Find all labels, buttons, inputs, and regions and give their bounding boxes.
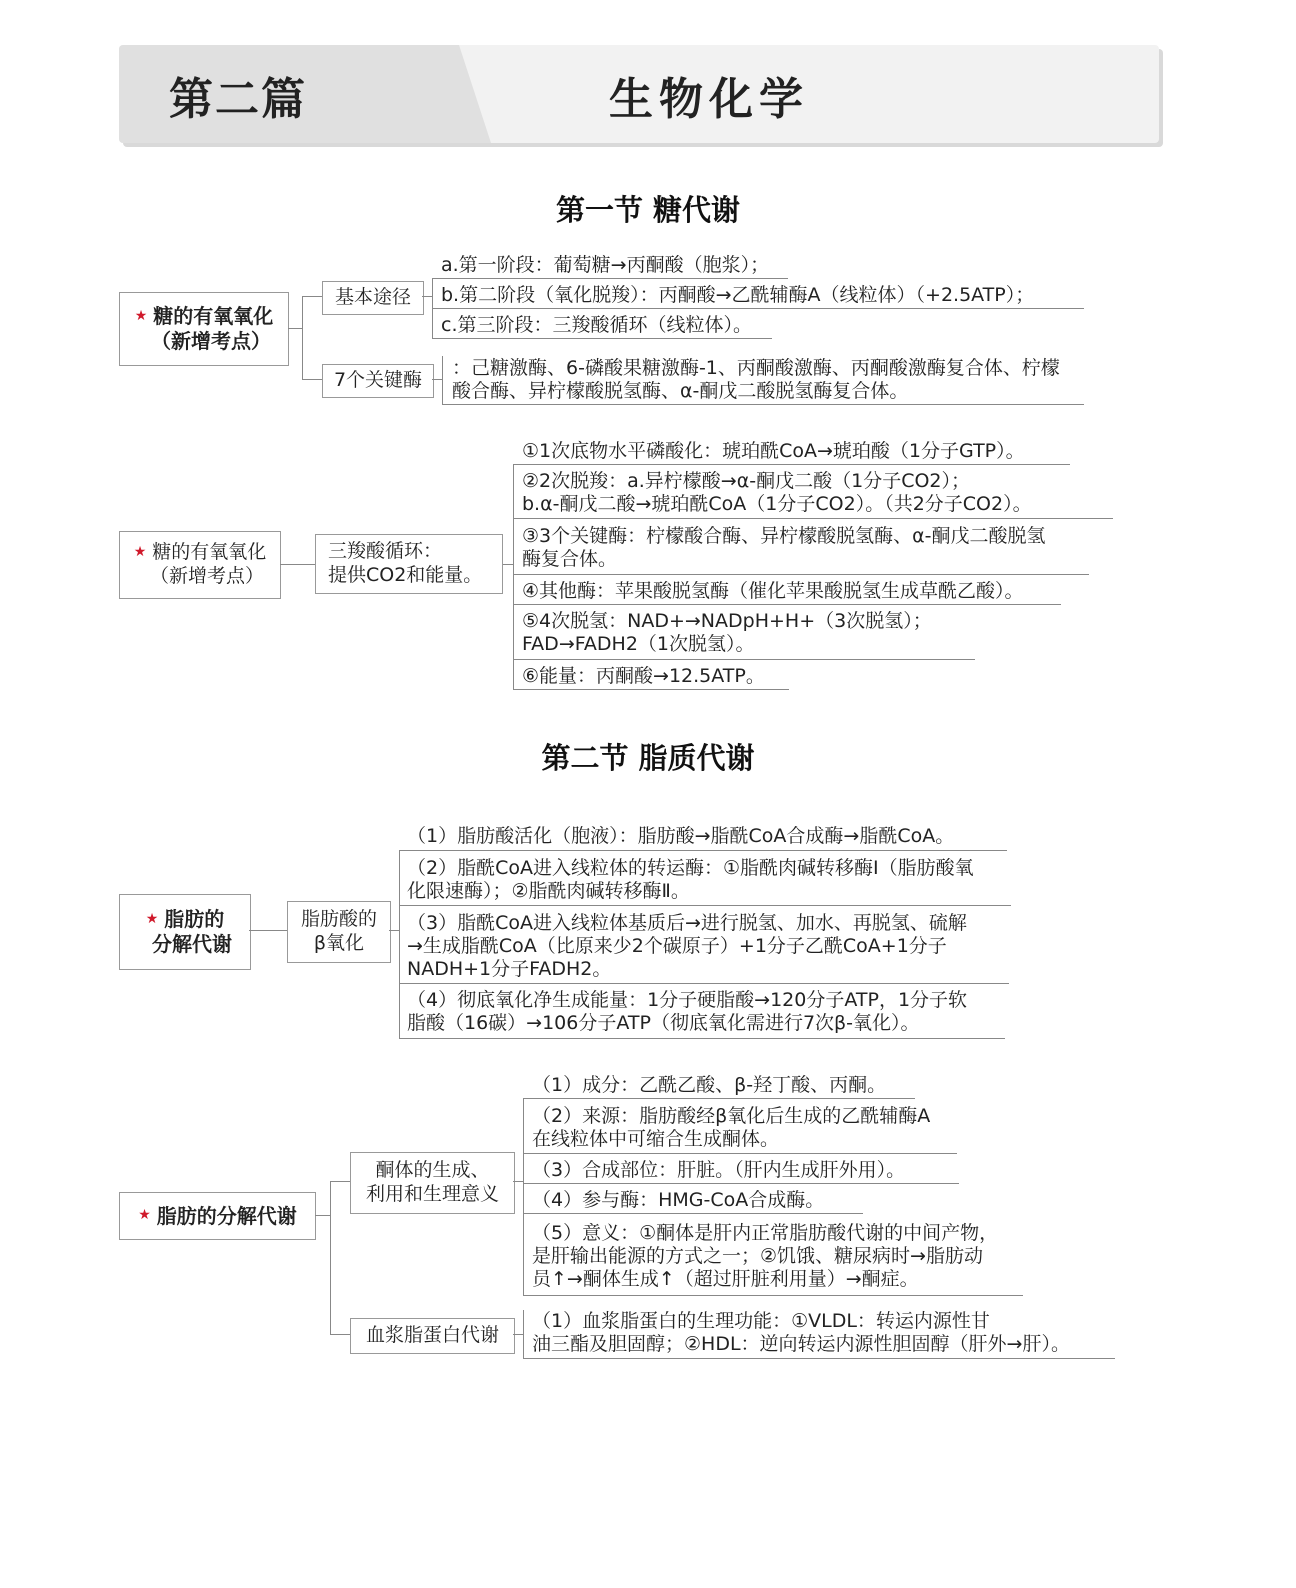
- tree2-item-5-line2: FAD→FADH2（1次脱氢）。: [522, 633, 755, 655]
- star-icon: ★: [134, 307, 148, 324]
- tree2-item-2-line2: b.α-酮戊二酸→琥珀酰CoA（1分子CO2）。（共2分子CO2）。: [522, 493, 1032, 515]
- star-icon: ★: [133, 544, 147, 561]
- tree2-root-line1: 糖的有氧氧化: [152, 541, 267, 564]
- tree4-item-2-line2: 在线粒体中可缩合生成酮体。: [532, 1128, 780, 1150]
- tree1-root-line2: （新增考点）: [151, 329, 271, 353]
- tree2-item-1: ①1次底物水平磷酸化：琥珀酰CoA→琥珀酸（1分子GTP）。: [522, 440, 1025, 462]
- tree1-branch-basic-path: 基本途径: [322, 281, 424, 315]
- tree3-item-3-line1: （3）脂酰CoA进入线粒体基质后→进行脱氢、加水、再脱氢、硫解: [407, 912, 967, 934]
- tree4-item-1: （1）成分：乙酰乙酸、β-羟丁酸、丙酮。: [532, 1074, 887, 1096]
- tree3-branch-line1: 脂肪酸的: [300, 908, 377, 931]
- tree1-root-line1: 糖的有氧氧化: [153, 304, 274, 328]
- tree3-item-2-line2: 化限速酶）；②脂酰肉碱转移酶Ⅱ。: [407, 880, 690, 902]
- tree2-item-6: ⑥能量：丙酮酸→12.5ATP。: [522, 665, 765, 687]
- tree2-item-5-line1: ⑤4次脱氢：NAD+→NADpH+H+（3次脱氢）；: [522, 610, 932, 632]
- chapter-header: [119, 45, 1159, 143]
- tree4-item-3: （3）合成部位：肝脏。（肝内生成肝外用）。: [532, 1159, 906, 1181]
- tree4-branch1-line1: 酮体的生成、: [375, 1159, 490, 1182]
- tree1-enzymes-line2: 酸合酶、异柠檬酸脱氢酶、α-酮戊二酸脱氢酶复合体。: [452, 380, 909, 402]
- tree3-item-4-line1: （4）彻底氧化净生成能量：1分子硬脂酸→120分子ATP，1分子软: [407, 989, 968, 1011]
- tree3-item-3-line3: NADH+1分子FADH2。: [407, 958, 612, 980]
- tree2-root-line2: （新增考点）: [149, 565, 264, 587]
- tree2-root: [119, 531, 281, 599]
- tree4-lipoprotein-line2: 油三酯及胆固醇；②HDL：逆向转运内源性胆固醇（肝外→肝）。: [532, 1333, 1070, 1355]
- tree3-root: [119, 894, 251, 970]
- tree3-item-1: （1）脂肪酸活化（胞液）：脂肪酸→脂酰CoA合成酶→脂酰CoA。: [407, 825, 955, 847]
- tree2-item-3-line1: ③3个关键酶：柠檬酸合酶、异柠檬酸脱氢酶、α-酮戊二酸脱氢: [522, 525, 1046, 547]
- part-label: 第二篇: [169, 74, 307, 125]
- tree1-item-c: c.第三阶段：三羧酸循环（线粒体）。: [441, 314, 752, 336]
- tree3-branch-line2: β氧化: [313, 932, 365, 954]
- tree2-branch-line1: 三羧酸循环：: [328, 540, 443, 563]
- tree4-item-2-line1: （2）来源：脂肪酸经β氧化后生成的乙酰辅酶A: [532, 1105, 931, 1127]
- tree1-enzymes-line1: ：己糖激酶、6-磷酸果糖激酶-1、丙酮酸激酶、丙酮酸激酶复合体、柠檬: [452, 357, 1060, 379]
- tree1-item-a: a.第一阶段：葡萄糖→丙酮酸（胞浆）；: [441, 254, 770, 276]
- tree4-item-5-line1: （5）意义：①酮体是肝内正常脂肪酸代谢的中间产物，: [532, 1222, 999, 1244]
- tree1-item-b: b.第二阶段（氧化脱羧）：丙酮酸→乙酰辅酶A（线粒体）（+2.5ATP）；: [441, 284, 1035, 306]
- tree3-branch-beta-oxidation: [287, 901, 391, 963]
- tree4-root-label: 脂肪的分解代谢: [156, 1203, 297, 1228]
- tree3-root-line1: 脂肪的: [164, 907, 225, 931]
- tree4-root: [119, 1192, 316, 1240]
- tree2-item-4: ④其他酶：苹果酸脱氢酶（催化苹果酸脱氢生成草酰乙酸）。: [522, 580, 1024, 602]
- tree1-root: [119, 292, 289, 366]
- tree4-branch-lipoprotein: 血浆脂蛋白代谢: [350, 1318, 515, 1354]
- tree4-item-4: （4）参与酶：HMG-CoA合成酶。: [532, 1189, 825, 1211]
- tree3-item-4-line2: 脂酸（16碳）→106分子ATP（彻底氧化需进行7次β-氧化）。: [407, 1012, 920, 1034]
- tree3-item-3-line2: →生成脂酰CoA（比原来少2个碳原子）+1分子乙酰CoA+1分子: [407, 935, 947, 957]
- tree2-item-3-line2: 酶复合体。: [522, 548, 618, 570]
- tree4-branch1-line2: 利用和生理意义: [365, 1183, 499, 1205]
- tree4-item-5-line3: 员↑→酮体生成↑（超过肝脏利用量）→酮症。: [532, 1268, 919, 1290]
- tree2-branch-tca: [315, 534, 503, 594]
- tree4-lipoprotein-line1: （1）血浆脂蛋白的生理功能：①VLDL：转运内源性甘: [532, 1310, 990, 1332]
- section-title-2: 第二节 脂质代谢: [541, 741, 755, 775]
- subject-title: 生物化学: [609, 74, 809, 125]
- tree2-item-2-line1: ②2次脱羧：a.异柠檬酸→α-酮戊二酸（1分子CO2）；: [522, 470, 971, 492]
- tree4-branch-ketone: [350, 1152, 515, 1214]
- section-title-1: 第一节 糖代谢: [555, 193, 741, 227]
- star-icon: ★: [145, 910, 159, 927]
- tree1-branch-key-enzymes: 7个关键酶: [322, 364, 434, 398]
- tree3-item-2-line1: （2）脂酰CoA进入线粒体的转运酶：①脂酰肉碱转移酶I（脂肪酸氧: [407, 857, 974, 879]
- tree4-item-5-line2: 是肝输出能源的方式之一；②饥饿、糖尿病时→脂肪动: [532, 1245, 983, 1267]
- tree3-root-line2: 分解代谢: [152, 932, 232, 956]
- tree2-branch-line2: 提供CO2和能量。: [328, 564, 483, 586]
- star-icon: ★: [138, 1207, 151, 1224]
